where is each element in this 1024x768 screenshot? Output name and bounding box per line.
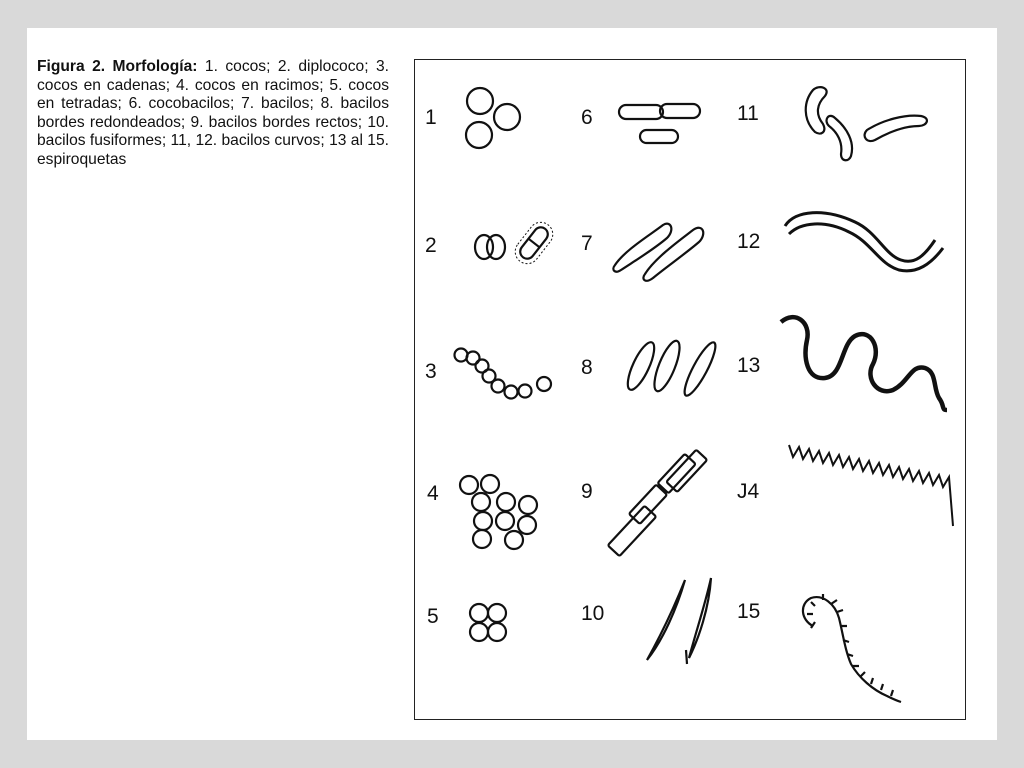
drawing-cocos-racimos xyxy=(460,475,537,549)
drawing-cocos xyxy=(466,88,520,148)
label-6: 6 xyxy=(581,106,593,129)
label-5: 5 xyxy=(427,605,439,628)
label-3: 3 xyxy=(425,360,437,383)
drawing-bacilos-redondeados xyxy=(623,338,721,399)
label-1: 1 xyxy=(425,106,437,129)
label-12: 12 xyxy=(737,230,761,253)
drawing-bacilos-fusiformes xyxy=(647,578,711,664)
drawing-bacilos-curvos-12 xyxy=(785,213,943,271)
label-2: 2 xyxy=(425,234,437,257)
figure-caption xyxy=(37,58,389,170)
morphology-drawings xyxy=(415,60,967,721)
label-14: J4 xyxy=(737,480,760,503)
caption-text: 1. cocos; 2. diplococo; 3. cocos en cadenas; 4. cocos en racimos; 5. cocos en tetradas; 6. cocobacilos; 7. bacilos; 8. bacilos bordes redondeados; 9. bacilos bordes rectos; 10. bacilos fusiformes; 11, 12. bacilos curvos; 13 al 15. espiroquetas xyxy=(37,58,389,168)
label-13: 13 xyxy=(737,354,761,377)
label-10: 10 xyxy=(581,602,605,625)
drawing-cocos-tetradas xyxy=(470,604,506,641)
drawing-bacilos-rectos xyxy=(608,450,707,557)
label-7: 7 xyxy=(581,232,593,255)
drawing-cocobacilos xyxy=(619,104,700,143)
drawing-espiroqueta-14 xyxy=(789,445,953,526)
drawing-diplococo xyxy=(475,217,558,268)
label-4: 4 xyxy=(427,482,439,505)
label-11: 11 xyxy=(737,102,759,125)
label-8: 8 xyxy=(581,356,593,379)
caption-title: Figura 2. Morfología: xyxy=(37,58,198,75)
drawing-espiroqueta-15 xyxy=(803,594,901,702)
drawing-cocos-cadenas xyxy=(455,349,552,399)
drawing-espiroqueta-13 xyxy=(781,317,947,410)
label-9: 9 xyxy=(581,480,593,503)
drawing-bacilos xyxy=(613,224,703,281)
label-15: 15 xyxy=(737,600,761,623)
drawing-bacilos-curvos-11 xyxy=(806,87,927,160)
morphology-figure-panel xyxy=(414,59,966,720)
